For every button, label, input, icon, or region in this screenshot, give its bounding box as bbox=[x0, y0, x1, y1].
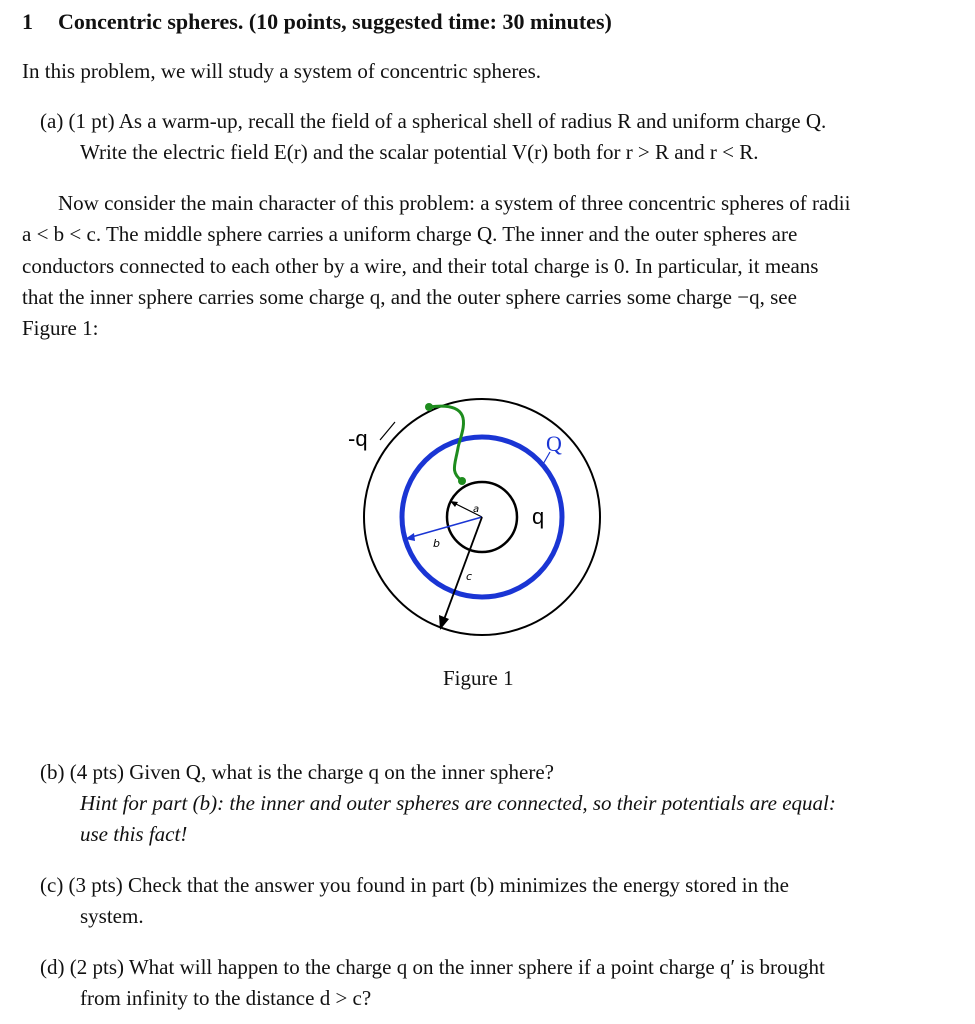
part-c-line-1: (c) (3 pts) Check that the answer you found in part (b) minimizes the energy stored in the bbox=[40, 873, 789, 897]
part-a-line-2: Write the electric field E(r) and the scalar potential V(r) both for r > R and r < R. bbox=[80, 140, 759, 164]
part-b-hint-1: Hint for part (b): the inner and outer spheres are connected, so their potentials are equal: bbox=[80, 791, 836, 815]
wire-end-outer bbox=[425, 403, 433, 411]
part-b-line-1: (b) (4 pts) Given Q, what is the charge q on the inner sphere? bbox=[40, 760, 554, 784]
concentric-spheres-figure bbox=[340, 380, 620, 670]
part-c-line-2: system. bbox=[80, 904, 144, 928]
radius-b-line bbox=[408, 517, 482, 538]
part-d-line-1: (d) (2 pts) What will happen to the charge q on the inner sphere if a point charge q′ is brought bbox=[40, 955, 825, 979]
paragraph-line-4: that the inner sphere carries some charge q, and the outer sphere carries some charge −q, see bbox=[22, 285, 797, 309]
label-a: a bbox=[473, 504, 480, 515]
label-c: c bbox=[466, 570, 473, 583]
label-Q: Q bbox=[546, 431, 562, 456]
paragraph-line-2: a < b < c. The middle sphere carries a uniform charge Q. The inner and the outer spheres are bbox=[22, 222, 798, 246]
part-d-line-2: from infinity to the distance d > c? bbox=[80, 986, 372, 1010]
problem-heading bbox=[22, 10, 612, 34]
radius-a-arrowhead bbox=[450, 501, 458, 507]
figure-caption: Figure 1 bbox=[443, 666, 514, 690]
minus-q-leader bbox=[380, 422, 395, 440]
label-minus-q: -q bbox=[348, 426, 368, 451]
radius-c-line bbox=[442, 517, 482, 625]
label-q: q bbox=[532, 504, 545, 529]
intro-text: In this problem, we will study a system of concentric spheres. bbox=[22, 59, 542, 83]
problem-number: 1 bbox=[22, 9, 33, 34]
part-a-line-1: (a) (1 pt) As a warm-up, recall the field of a spherical shell of radius R and uniform charge Q. bbox=[40, 109, 827, 133]
label-b: b bbox=[433, 537, 440, 550]
paragraph-line-3: conductors connected to each other by a wire, and their total charge is 0. In particular, it means bbox=[22, 254, 819, 278]
problem-title: Concentric spheres. (10 points, suggested time: 30 minutes) bbox=[58, 9, 612, 34]
paragraph-line-5: Figure 1: bbox=[22, 316, 99, 340]
part-b-hint-2: use this fact! bbox=[80, 822, 188, 846]
paragraph-line-1: Now consider the main character of this problem: a system of three concentric spheres of radii bbox=[58, 191, 851, 215]
wire-end-inner bbox=[458, 477, 466, 485]
